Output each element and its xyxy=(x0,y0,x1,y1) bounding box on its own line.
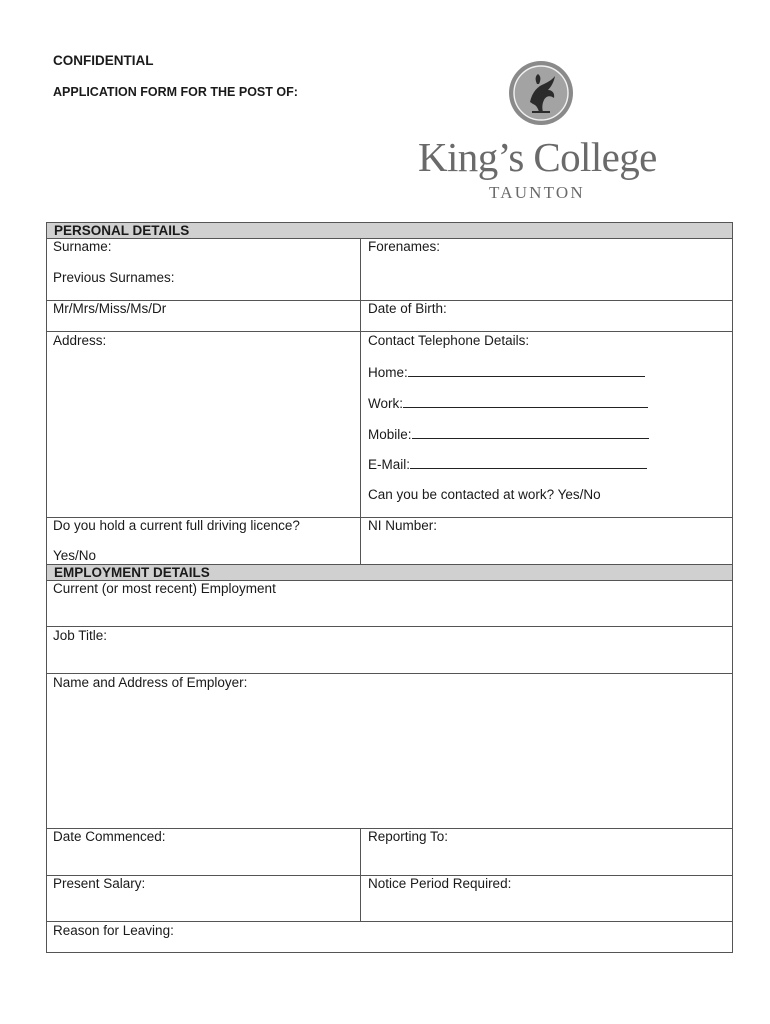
date-of-birth-field[interactable]: Date of Birth: xyxy=(368,301,447,316)
brand-name: King’s College xyxy=(418,134,657,180)
personal-details-heading: PERSONAL DETAILS xyxy=(46,222,733,239)
column-divider xyxy=(360,238,361,565)
reporting-to-field[interactable]: Reporting To: xyxy=(368,829,449,844)
present-salary-field[interactable]: Present Salary: xyxy=(53,876,146,891)
reason-for-leaving-field[interactable]: Reason for Leaving: xyxy=(53,923,174,938)
ni-number-field[interactable]: NI Number: xyxy=(368,518,438,533)
title-field[interactable]: Mr/Mrs/Miss/Ms/Dr xyxy=(53,301,167,316)
employment-details-heading: EMPLOYMENT DETAILS xyxy=(46,564,733,581)
home-phone-label: Home: xyxy=(368,365,408,380)
work-phone-field[interactable] xyxy=(368,395,648,411)
work-phone-line[interactable] xyxy=(403,395,648,408)
row-divider xyxy=(46,673,733,674)
brand-location: TAUNTON xyxy=(489,183,585,202)
contact-telephone-label: Contact Telephone Details: xyxy=(368,333,530,348)
surname-field[interactable]: Surname: xyxy=(53,239,112,254)
home-phone-field[interactable] xyxy=(368,364,645,380)
confidential-label: CONFIDENTIAL xyxy=(53,53,154,68)
mobile-phone-field[interactable] xyxy=(368,426,649,442)
contact-at-work-field[interactable]: Can you be contacted at work? Yes/No xyxy=(368,487,601,502)
column-divider xyxy=(360,828,361,921)
row-divider xyxy=(46,331,733,332)
mobile-phone-line[interactable] xyxy=(412,426,649,439)
post-title-label: APPLICATION FORM FOR THE POST OF: xyxy=(53,85,298,99)
employer-name-address-field[interactable]: Name and Address of Employer: xyxy=(53,675,248,690)
forenames-field[interactable]: Forenames: xyxy=(368,239,441,254)
home-phone-line[interactable] xyxy=(408,364,645,377)
employment-details-section xyxy=(46,564,733,953)
email-line[interactable] xyxy=(410,456,647,469)
current-employment-field[interactable]: Current (or most recent) Employment xyxy=(53,581,276,596)
driving-licence-field[interactable]: Do you hold a current full driving licence? xyxy=(53,518,300,533)
job-title-field[interactable]: Job Title: xyxy=(53,628,108,643)
email-field[interactable] xyxy=(368,456,647,472)
address-field[interactable]: Address: xyxy=(53,333,107,348)
date-commenced-field[interactable]: Date Commenced: xyxy=(53,829,166,844)
email-label: E-Mail: xyxy=(368,457,411,472)
mobile-phone-label: Mobile: xyxy=(368,427,412,442)
row-divider xyxy=(46,626,733,627)
work-phone-label: Work: xyxy=(368,396,404,411)
driving-licence-options[interactable]: Yes/No xyxy=(53,548,97,563)
notice-period-field[interactable]: Notice Period Required: xyxy=(368,876,512,891)
pelican-crest-icon xyxy=(508,60,574,126)
previous-surnames-field[interactable]: Previous Surnames: xyxy=(53,270,175,285)
row-divider xyxy=(46,921,733,922)
